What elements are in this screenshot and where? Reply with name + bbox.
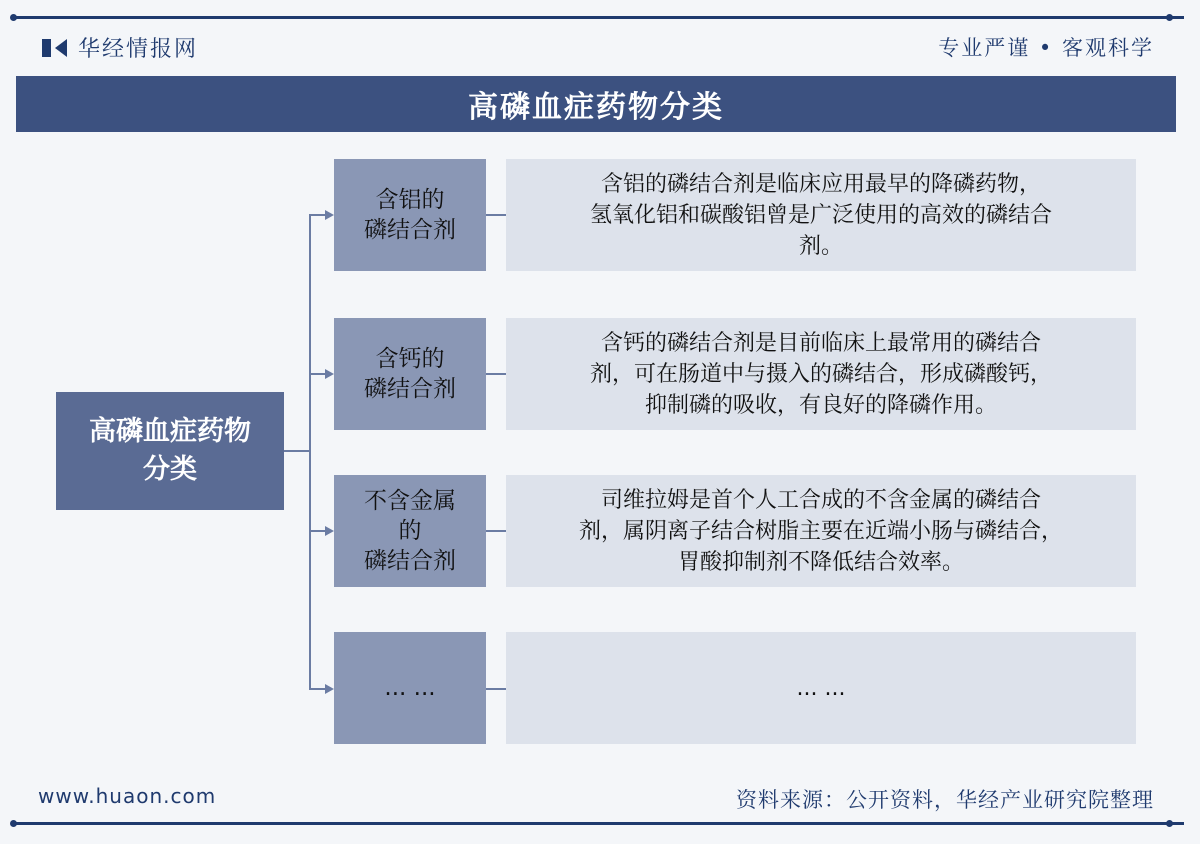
category-node (334, 632, 486, 744)
source-note: 资料来源：公开资料，华经产业研究院整理 (736, 788, 1154, 812)
slogan: 专业严谨 • 客观科学 (938, 36, 1154, 60)
border-dot (1166, 14, 1173, 21)
top-border (16, 16, 1184, 19)
brand (42, 32, 198, 63)
connector-desc-4 (486, 688, 506, 690)
category-node (334, 475, 486, 587)
arrow-right-icon (325, 526, 334, 536)
connector-root (284, 450, 310, 452)
huajing-logo-icon (42, 37, 68, 59)
root-node-label: 高磷血症药物 分类 (89, 416, 251, 485)
connector-desc-3 (486, 530, 506, 532)
border-dot (1166, 820, 1173, 827)
connector-branch-1 (310, 214, 326, 216)
connector-branch-4 (310, 688, 326, 690)
category-label: 含铝的 磷结合剂 (364, 187, 456, 243)
connector-desc-1 (486, 214, 506, 216)
brand-name: 华经情报网 (78, 37, 199, 62)
category-description: ... ... (506, 632, 1136, 744)
category-label: 不含金属 的 磷结合剂 (364, 488, 456, 574)
connector-trunk (309, 214, 311, 690)
category-description: 含铝的磷结合剂是临床应用最早的降磷药物， 氢氧化铝和碳酸铝曾是广泛使用的高效的磷结合 剂。 (506, 159, 1136, 271)
category-label: ... ... (384, 675, 436, 701)
connector-branch-2 (310, 373, 326, 375)
arrow-right-icon (325, 369, 334, 379)
arrow-right-icon (325, 684, 334, 694)
website-url: www.huaon.com (38, 784, 217, 808)
connector-branch-3 (310, 530, 326, 532)
category-node (334, 318, 486, 430)
arrow-right-icon (325, 210, 334, 220)
root-node (56, 392, 284, 510)
border-dot (10, 820, 17, 827)
category-description: 司维拉姆是首个人工合成的不含金属的磷结合 剂，属阴离子结合树脂主要在近端小肠与磷结合， 胃酸抑制剂不降低结合效率。 (506, 475, 1136, 587)
border-dot (10, 14, 17, 21)
page-title: 高磷血症药物分类 (16, 76, 1176, 132)
bottom-border (16, 822, 1184, 825)
connector-desc-2 (486, 373, 506, 375)
category-label: 含钙的 磷结合剂 (364, 346, 456, 402)
category-node (334, 159, 486, 271)
category-description: 含钙的磷结合剂是目前临床上最常用的磷结合 剂，可在肠道中与摄入的磷结合，形成磷酸钙， 抑制磷的吸收，有良好的降磷作用。 (506, 318, 1136, 430)
